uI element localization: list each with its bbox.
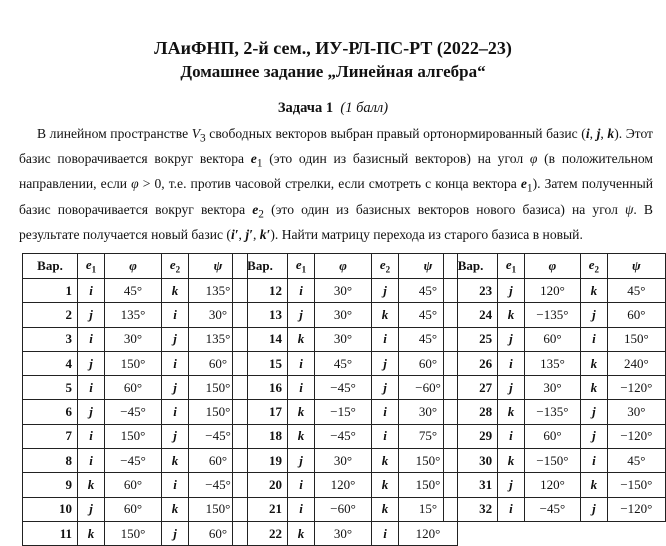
angle-phi: 30° (315, 449, 372, 473)
axis-2: k (581, 473, 608, 497)
axis-1: i (288, 473, 315, 497)
axis-2: i (372, 424, 399, 448)
axis-1: k (498, 400, 525, 424)
table-row (444, 449, 666, 473)
table-row (444, 497, 666, 521)
angle-psi: 60° (399, 351, 458, 375)
angle-psi: 30° (399, 400, 458, 424)
axis-1: k (498, 303, 525, 327)
axis-2: j (372, 279, 399, 303)
table-row (444, 303, 666, 327)
axis-2: j (162, 376, 189, 400)
variant-number: 11 (23, 521, 78, 545)
angle-psi: 45° (399, 327, 458, 351)
table-header-row (23, 254, 248, 279)
table-row (444, 279, 666, 303)
angle-phi: 120° (524, 279, 580, 303)
column-header: $e_1$ (498, 254, 525, 279)
table-row (444, 424, 666, 448)
table-row (233, 449, 458, 473)
angle-psi: −120° (607, 424, 665, 448)
axis-1: k (288, 521, 315, 545)
document-subtitle: Домашнее задание „Линейная алгебра“ (180, 62, 486, 81)
task-text: В линейном пространстве $V_3$ свободных векторов выбран правый ортонормированный базис (i, j, k). Этот базис поворачивается вокруг вектора $e_1$ (это один из базисный векторов) на угол φ (в положительном направлении, если φ > 0, т.е. против часовой стрелки, если смотреть с конца вектора $e_1$). Затем полученный базис поворачивается вокруг вектора $e_2$ (это один из базисных векторов нового базиса) на угол ψ. В результате получается новый базис (i′, j′, k′). Найти матрицу перехода из старого базиса в новый. (19, 126, 654, 242)
angle-psi: 45° (399, 303, 458, 327)
table-row (23, 279, 248, 303)
column-header: Вар. (233, 254, 288, 279)
angle-phi: −45° (105, 400, 162, 424)
axis-1: j (78, 400, 105, 424)
task-title: Задача 1 (277, 100, 334, 116)
angle-psi: −45° (189, 473, 248, 497)
task-heading (0, 100, 666, 117)
table-row (233, 327, 458, 351)
angle-phi: 150° (105, 521, 162, 545)
angle-phi: 30° (315, 327, 372, 351)
axis-1: i (288, 279, 315, 303)
axis-1: k (498, 449, 525, 473)
column-header: $e_2$ (162, 254, 189, 279)
angle-psi: 150° (189, 497, 248, 521)
table-row (444, 376, 666, 400)
table-row (23, 473, 248, 497)
variant-number: 15 (233, 351, 288, 375)
document-title: ЛАиФНП, 2-й сем., ИУ-РЛ-ПС-РТ (2022–23) (154, 38, 512, 58)
variant-number: 10 (23, 497, 78, 521)
angle-psi: 45° (607, 449, 665, 473)
angle-psi: 75° (399, 424, 458, 448)
column-header: ψ (189, 254, 248, 279)
variant-number: 7 (23, 424, 78, 448)
angle-phi: 30° (524, 376, 580, 400)
angle-phi: −135° (524, 400, 580, 424)
angle-psi: 135° (189, 327, 248, 351)
table-row (23, 424, 248, 448)
variant-number: 22 (233, 521, 288, 545)
variant-number: 19 (233, 449, 288, 473)
angle-psi: −60° (399, 376, 458, 400)
column-header: φ (315, 254, 372, 279)
axis-1: i (498, 497, 525, 521)
variant-number: 6 (23, 400, 78, 424)
angle-psi: 120° (399, 521, 458, 545)
angle-psi: 60° (607, 303, 665, 327)
axis-1: k (78, 473, 105, 497)
table-row (233, 303, 458, 327)
column-header: Вар. (23, 254, 78, 279)
variant-number: 1 (23, 279, 78, 303)
axis-2: k (162, 279, 189, 303)
axis-1: i (288, 351, 315, 375)
angle-phi: 45° (315, 351, 372, 375)
angle-psi: 60° (189, 449, 248, 473)
angle-psi: 30° (189, 303, 248, 327)
angle-psi: 150° (399, 449, 458, 473)
variant-number: 9 (23, 473, 78, 497)
angle-phi: 60° (524, 327, 580, 351)
axis-1: j (498, 279, 525, 303)
variant-number: 17 (233, 400, 288, 424)
variant-number: 28 (444, 400, 498, 424)
column-header: φ (524, 254, 580, 279)
axis-1: i (288, 376, 315, 400)
variant-number: 2 (23, 303, 78, 327)
axis-2: j (581, 303, 608, 327)
axis-1: i (498, 351, 525, 375)
variant-number: 18 (233, 424, 288, 448)
table-row (233, 473, 458, 497)
axis-2: i (162, 473, 189, 497)
variant-number: 13 (233, 303, 288, 327)
axis-2: k (162, 449, 189, 473)
axis-1: i (498, 424, 525, 448)
axis-1: j (498, 327, 525, 351)
angle-phi: 30° (315, 521, 372, 545)
table-row (23, 497, 248, 521)
variant-number: 26 (444, 351, 498, 375)
axis-1: j (288, 303, 315, 327)
axis-1: k (78, 521, 105, 545)
angle-psi: 135° (189, 279, 248, 303)
axis-2: j (581, 400, 608, 424)
axis-1: j (78, 303, 105, 327)
table-row (444, 351, 666, 375)
axis-1: j (498, 473, 525, 497)
table-row (23, 521, 248, 545)
variant-number: 14 (233, 327, 288, 351)
column-header: Вар. (444, 254, 498, 279)
axis-2: k (581, 376, 608, 400)
angle-phi: −15° (315, 400, 372, 424)
axis-1: i (78, 424, 105, 448)
axis-1: i (288, 497, 315, 521)
table-row (23, 400, 248, 424)
axis-2: k (372, 497, 399, 521)
angle-phi: 60° (105, 376, 162, 400)
table-row (233, 376, 458, 400)
axis-2: j (162, 424, 189, 448)
angle-psi: 15° (399, 497, 458, 521)
variant-number: 16 (233, 376, 288, 400)
angle-phi: −45° (315, 376, 372, 400)
angle-psi: 150° (189, 376, 248, 400)
variant-number: 24 (444, 303, 498, 327)
axis-2: k (372, 449, 399, 473)
variant-number: 25 (444, 327, 498, 351)
axis-1: i (78, 279, 105, 303)
axis-2: k (372, 303, 399, 327)
axis-2: j (581, 424, 608, 448)
axis-1: i (78, 376, 105, 400)
variant-number: 20 (233, 473, 288, 497)
angle-phi: 150° (105, 351, 162, 375)
column-header: φ (105, 254, 162, 279)
variant-number: 3 (23, 327, 78, 351)
column-header: ψ (607, 254, 665, 279)
axis-2: j (162, 521, 189, 545)
table-header-row (233, 254, 458, 279)
angle-psi: 45° (399, 279, 458, 303)
table-row (233, 521, 458, 545)
table-row (233, 279, 458, 303)
angle-psi: −150° (607, 473, 665, 497)
angle-phi: 120° (524, 473, 580, 497)
axis-2: i (372, 521, 399, 545)
table-row (444, 473, 666, 497)
column-header: $e_1$ (78, 254, 105, 279)
axis-2: k (581, 351, 608, 375)
angle-psi: 240° (607, 351, 665, 375)
axis-2: i (581, 327, 608, 351)
variant-number: 31 (444, 473, 498, 497)
variant-number: 29 (444, 424, 498, 448)
angle-phi: 120° (315, 473, 372, 497)
axis-2: j (372, 351, 399, 375)
variants-table-1 (22, 253, 248, 546)
variant-number: 23 (444, 279, 498, 303)
angle-phi: −135° (524, 303, 580, 327)
axis-2: i (162, 303, 189, 327)
variant-number: 8 (23, 449, 78, 473)
table-row (233, 351, 458, 375)
variant-number: 27 (444, 376, 498, 400)
angle-phi: −45° (105, 449, 162, 473)
table-row (23, 376, 248, 400)
angle-psi: 150° (189, 400, 248, 424)
variant-number: 32 (444, 497, 498, 521)
angle-phi: 45° (105, 279, 162, 303)
table-row (233, 497, 458, 521)
angle-phi: −60° (315, 497, 372, 521)
angle-psi: −120° (607, 376, 665, 400)
angle-psi: 150° (399, 473, 458, 497)
variant-number: 4 (23, 351, 78, 375)
table-row (444, 327, 666, 351)
variants-table-3 (443, 253, 666, 522)
angle-phi: 150° (105, 424, 162, 448)
task-points: (1 балл) (340, 100, 389, 116)
angle-phi: 30° (315, 303, 372, 327)
angle-phi: 135° (105, 303, 162, 327)
axis-1: j (78, 351, 105, 375)
column-header: $e_2$ (581, 254, 608, 279)
column-header: $e_2$ (372, 254, 399, 279)
axis-1: j (498, 376, 525, 400)
angle-psi: −45° (189, 424, 248, 448)
table-header-row (444, 254, 666, 279)
angle-psi: 45° (607, 279, 665, 303)
table-row (23, 303, 248, 327)
table-row (233, 424, 458, 448)
column-header: $e_1$ (288, 254, 315, 279)
variant-number: 21 (233, 497, 288, 521)
angle-phi: 135° (524, 351, 580, 375)
axis-1: i (78, 449, 105, 473)
axis-2: j (372, 376, 399, 400)
angle-psi: 150° (607, 327, 665, 351)
axis-1: k (288, 424, 315, 448)
axis-2: i (372, 327, 399, 351)
variants-table-2 (232, 253, 458, 546)
axis-2: i (581, 449, 608, 473)
angle-psi: 30° (607, 400, 665, 424)
table-row (444, 400, 666, 424)
angle-phi: 60° (105, 473, 162, 497)
axis-1: j (78, 497, 105, 521)
angle-phi: 60° (524, 424, 580, 448)
axis-1: k (288, 400, 315, 424)
angle-phi: −45° (524, 497, 580, 521)
axis-2: i (372, 400, 399, 424)
angle-phi: −150° (524, 449, 580, 473)
column-header: ψ (399, 254, 458, 279)
axis-1: i (78, 327, 105, 351)
angle-phi: 30° (315, 279, 372, 303)
axis-2: i (162, 400, 189, 424)
angle-phi: 60° (105, 497, 162, 521)
table-row (23, 327, 248, 351)
table-row (23, 351, 248, 375)
axis-1: k (288, 327, 315, 351)
axis-2: k (372, 473, 399, 497)
axis-2: j (162, 327, 189, 351)
angle-psi: −120° (607, 497, 665, 521)
angle-psi: 60° (189, 351, 248, 375)
angle-phi: 30° (105, 327, 162, 351)
variant-number: 12 (233, 279, 288, 303)
axis-1: j (288, 449, 315, 473)
axis-2: k (581, 279, 608, 303)
table-row (233, 400, 458, 424)
axis-2: j (581, 497, 608, 521)
axis-2: i (162, 351, 189, 375)
angle-psi: 60° (189, 521, 248, 545)
variant-number: 5 (23, 376, 78, 400)
angle-phi: −45° (315, 424, 372, 448)
variant-number: 30 (444, 449, 498, 473)
table-row (23, 449, 248, 473)
axis-2: k (162, 497, 189, 521)
